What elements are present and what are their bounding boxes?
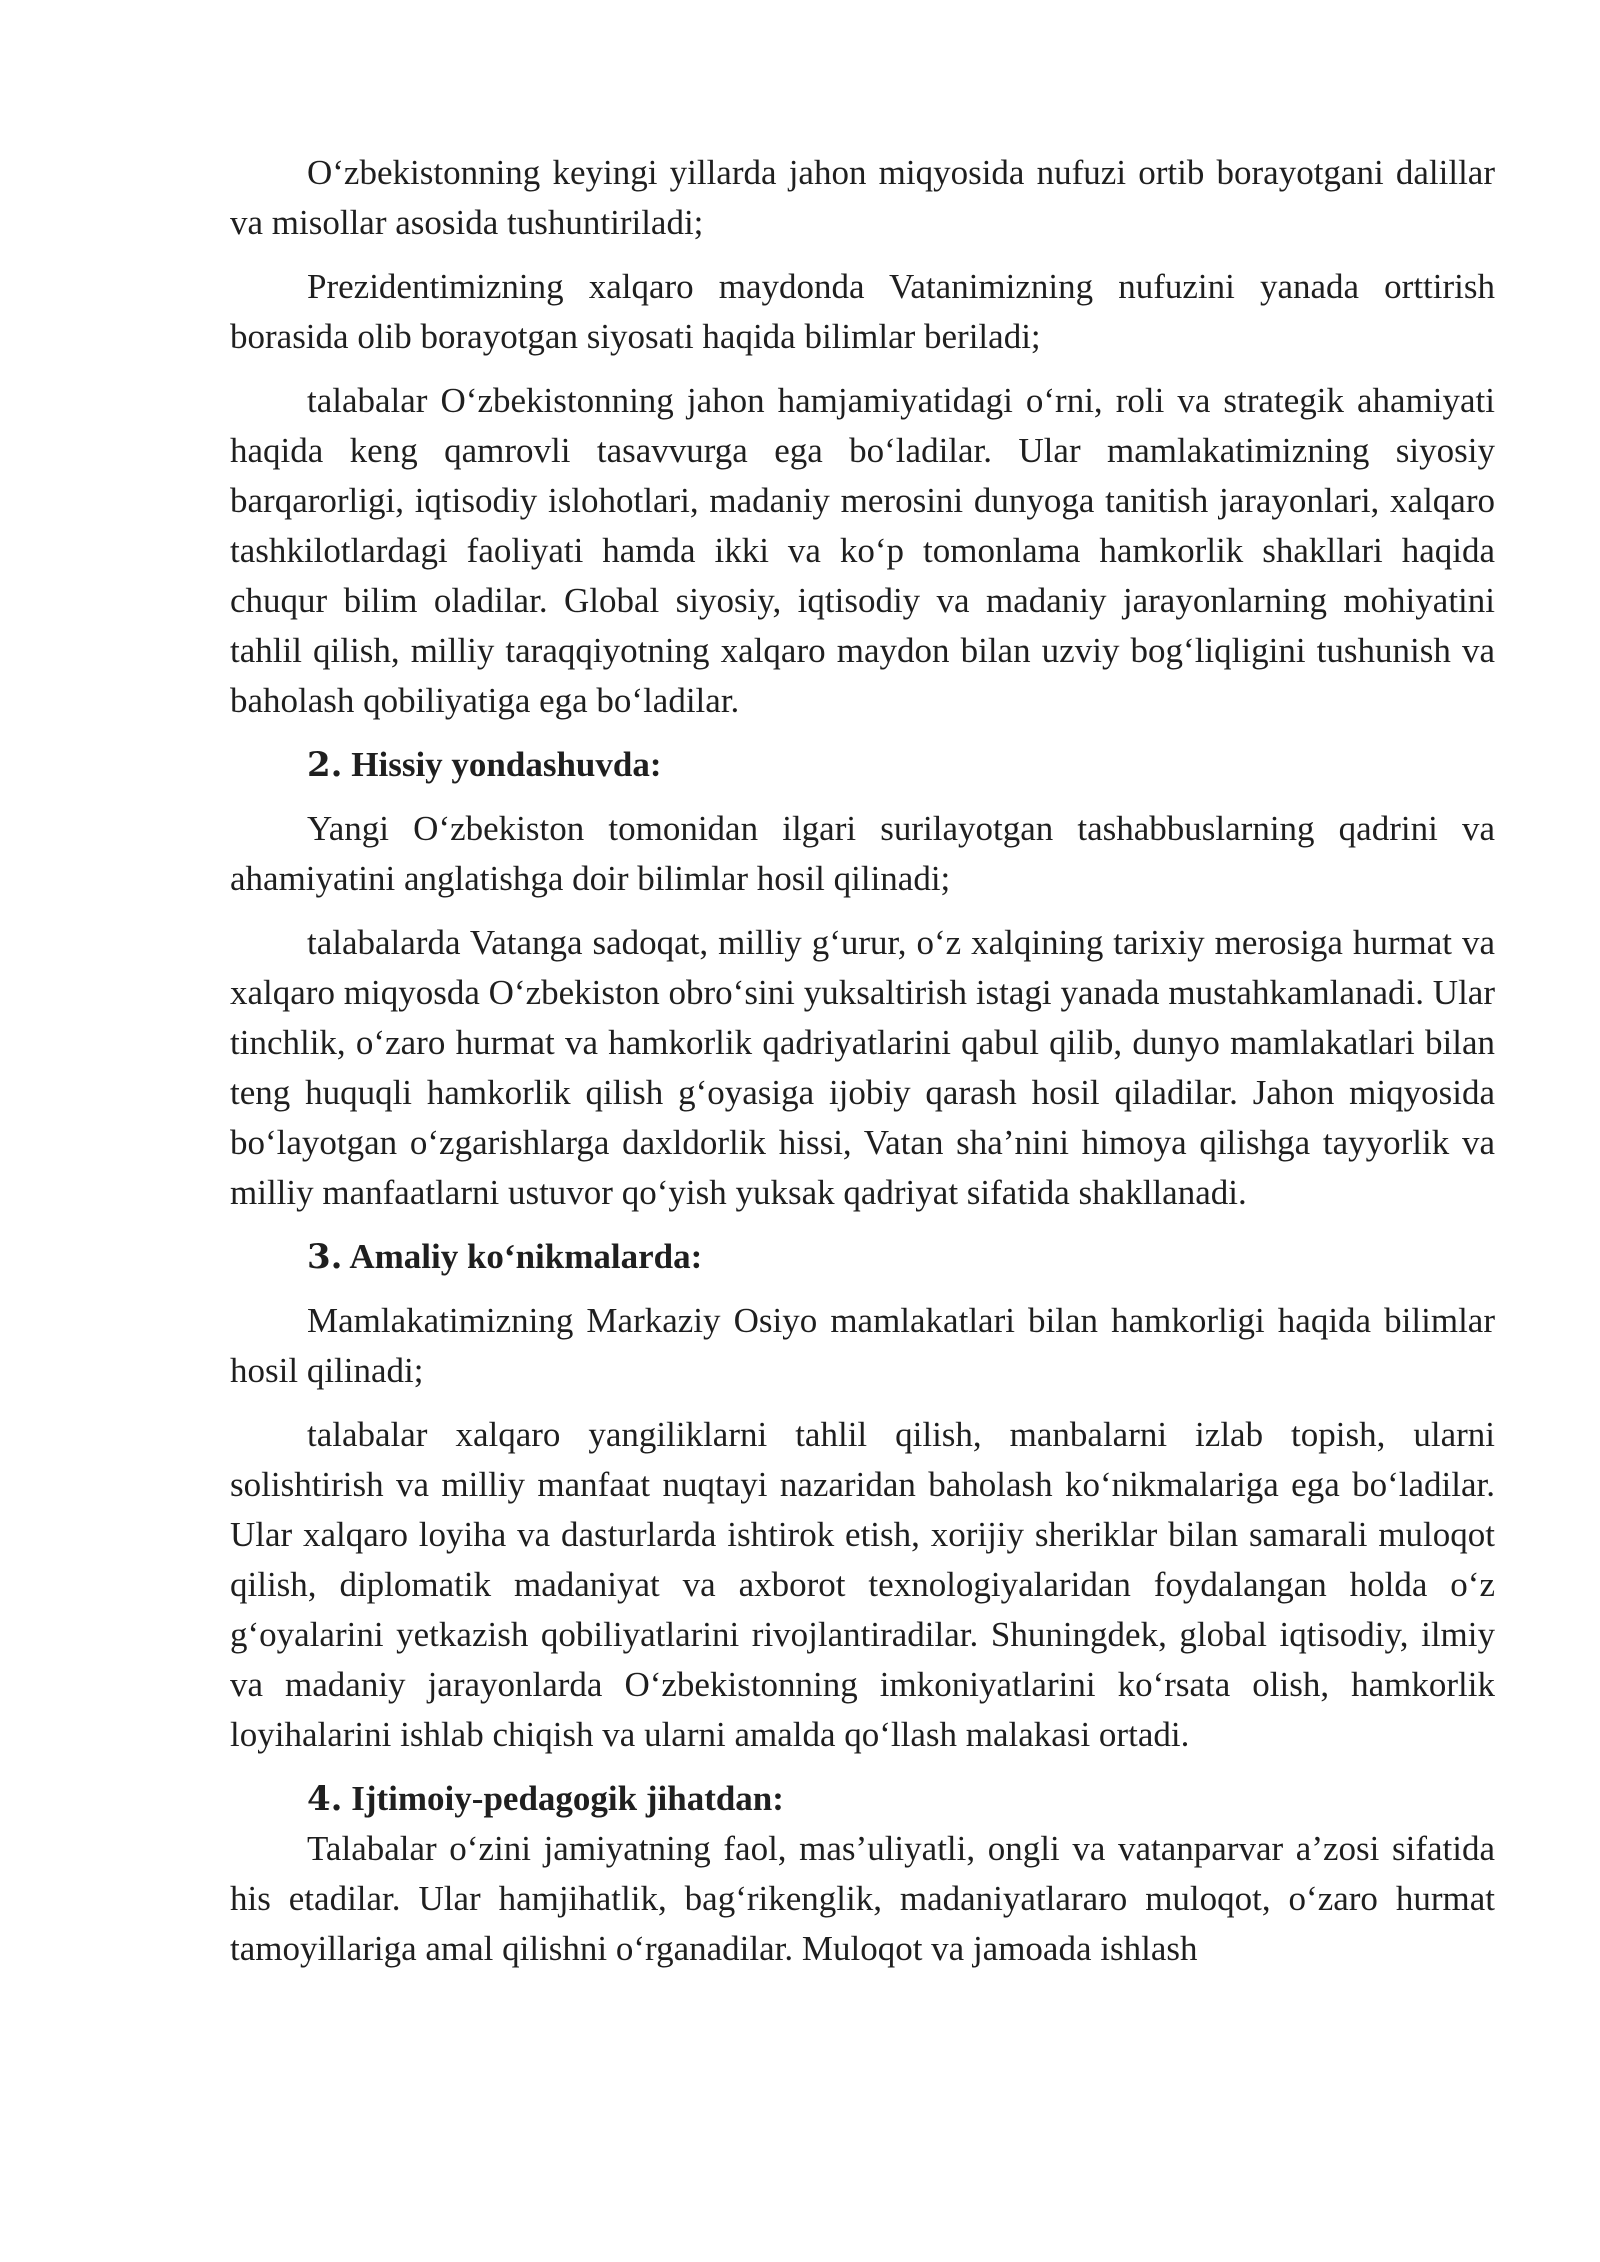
paragraph: talabalar O‘zbekistonning jahon hamjamiyatidagi o‘rni, roli va strategik ahamiyati haqida keng qamrovli tasavvurga ega bo‘ladilar. Ular mamlakatimizning siyosiy barqarorligi, iqtisodiy islohotlari, madaniy merosini dunyoga tanitish jarayonlari, xalqaro tashkilotlardagi faoliyati hamda ikki va ko‘p tomonlama hamkorlik shakllari haqida chuqur bilim oladilar. Global siyosiy, iqtisodiy va madaniy jarayonlarning mohiyatini tahlil qilish, milliy taraqqiyotning xalqaro maydon bilan uzviy bog‘liqligini tushunish va baholash qobiliyatiga ega bo‘ladilar.	[230, 381, 1495, 720]
paragraph: Mamlakatimizning Markaziy Osiyo mamlakatlari bilan hamkorligi haqida bilimlar hosil qilinadi;	[230, 1301, 1495, 1390]
document-page	[230, 148, 1495, 1988]
paragraph: Prezidentimizning xalqaro maydonda Vatanimizning nufuzini yanada orttirish borasida olib borayotgan siyosati haqida bilimlar beriladi;	[230, 267, 1495, 356]
section-number: 3.	[307, 1237, 343, 1277]
section-number: 4.	[307, 1779, 343, 1819]
section-heading	[230, 1774, 1495, 1824]
section-title: Ijtimoiy-pedagogik jihatdan:	[351, 1779, 784, 1818]
paragraph: Talabalar o‘zini jamiyatning faol, mas’uliyatli, ongli va vatanparvar a’zosi sifatida his etadilar. Ular hamjihatlik, bag‘rikenglik, madaniyatlararo muloqot, o‘zaro hurmat tamoyillariga amal qilishni o‘rganadilar. Muloqot va jamoada ishlash	[230, 1829, 1495, 1968]
section-title: Hissiy yondashuvda:	[351, 745, 662, 784]
paragraph: Yangi O‘zbekiston tomonidan ilgari surilayotgan tashabbuslarning qadrini va ahamiyatini anglatishga doir bilimlar hosil qilinadi;	[230, 809, 1495, 898]
section-heading	[230, 1232, 1495, 1282]
section-heading	[230, 740, 1495, 790]
paragraph: talabalarda Vatanga sadoqat, milliy g‘urur, o‘z xalqining tarixiy merosiga hurmat va xalqaro miqyosda O‘zbekiston obro‘sini yuksaltirish istagi yanada mustahkamlanadi. Ular tinchlik, o‘zaro hurmat va hamkorlik qadriyatlarini qabul qilib, dunyo mamlakatlari bilan teng huquqli hamkorlik qilish g‘oyasiga ijobiy qarash hosil qiladilar. Jahon miqyosida bo‘layotgan o‘zgarishlarga daxldorlik hissi, Vatan sha’nini himoya qilishga tayyorlik va milliy manfaatlarni ustuvor qo‘yish yuksak qadriyat sifatida shakllanadi.	[230, 923, 1495, 1212]
section-number: 2.	[307, 745, 343, 785]
paragraph: talabalar xalqaro yangiliklarni tahlil qilish, manbalarni izlab topish, ularni solishtirish va milliy manfaat nuqtayi nazaridan baholash ko‘nikmalariga ega bo‘ladilar. Ular xalqaro loyiha va dasturlarda ishtirok etish, xorijiy sheriklar bilan samarali muloqot qilish, diplomatik madaniyat va axborot texnologiyalaridan foydalangan holda o‘z g‘oyalarini yetkazish qobiliyatlarini rivojlantiradilar. Shuningdek, global iqtisodiy, ilmiy va madaniy jarayonlarda O‘zbekistonning imkoniyatlarini ko‘rsata olish, hamkorlik loyihalarini ishlab chiqish va ularni amalda qo‘llash malakasi ortadi.	[230, 1415, 1495, 1754]
paragraph: O‘zbekistonning keyingi yillarda jahon miqyosida nufuzi ortib borayotgani dalillar va misollar asosida tushuntiriladi;	[230, 153, 1495, 242]
section-title: Amaliy ko‘nikmalarda:	[349, 1237, 703, 1276]
